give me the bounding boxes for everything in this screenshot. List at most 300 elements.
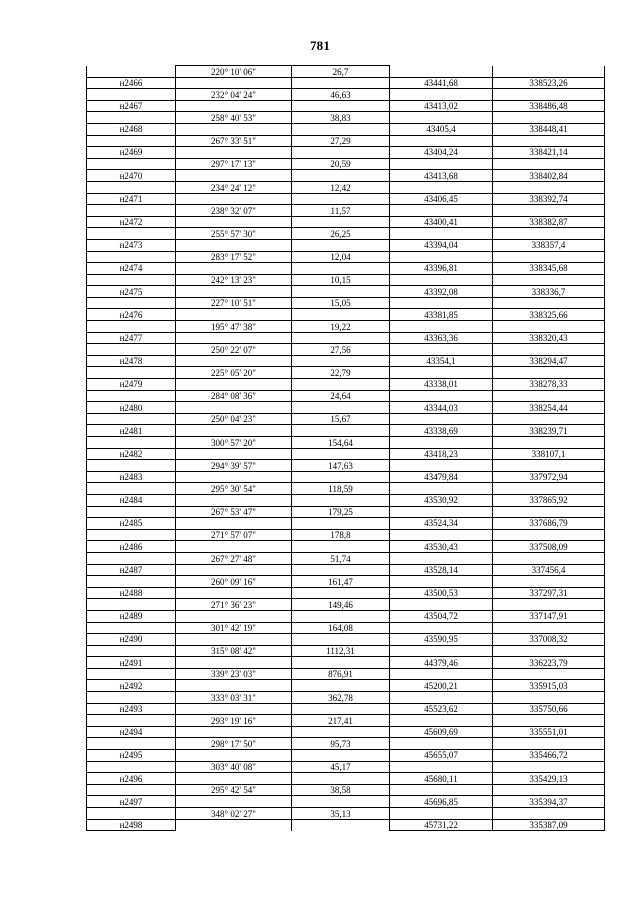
y-coordinate-cell: 338345,68 <box>493 263 605 275</box>
point-row <box>87 355 605 367</box>
empty-cell <box>292 796 390 808</box>
empty-cell <box>87 692 176 704</box>
empty-cell <box>390 668 493 680</box>
x-coordinate-cell: 43354,1 <box>390 355 493 367</box>
bearing-cell: 297° 17' 13" <box>176 158 292 170</box>
bearing-cell: 255° 57' 30" <box>176 228 292 240</box>
y-coordinate-cell: 335466,72 <box>493 750 605 762</box>
y-coordinate-cell: 338523,26 <box>493 77 605 89</box>
segment-row <box>87 228 605 240</box>
point-id-cell: н2467 <box>87 100 176 112</box>
point-row <box>87 147 605 159</box>
point-row <box>87 703 605 715</box>
page-number: 781 <box>309 38 331 53</box>
x-coordinate-cell: 43396,81 <box>390 263 493 275</box>
point-id-cell: н2488 <box>87 587 176 599</box>
empty-cell <box>292 286 390 298</box>
empty-cell <box>390 622 493 634</box>
bearing-cell: 271° 36' 23" <box>176 599 292 611</box>
empty-cell <box>176 610 292 622</box>
x-coordinate-cell: 43404,24 <box>390 147 493 159</box>
bearing-cell: 195° 47' 38" <box>176 321 292 333</box>
bearing-cell: 267° 53' 47" <box>176 506 292 518</box>
empty-cell <box>390 344 493 356</box>
empty-cell <box>390 552 493 564</box>
empty-cell <box>493 437 605 449</box>
empty-cell <box>292 657 390 669</box>
x-coordinate-cell: 43418,23 <box>390 448 493 460</box>
empty-cell <box>493 135 605 147</box>
empty-cell <box>176 750 292 762</box>
distance-cell: 179,25 <box>292 506 390 518</box>
y-coordinate-cell: 335551,01 <box>493 726 605 738</box>
x-coordinate-cell: 43530,92 <box>390 494 493 506</box>
x-coordinate-cell: 43413,02 <box>390 100 493 112</box>
y-coordinate-cell: 337008,32 <box>493 634 605 646</box>
point-id-cell: н2472 <box>87 216 176 228</box>
empty-cell <box>493 506 605 518</box>
empty-cell <box>176 379 292 391</box>
empty-cell <box>176 541 292 553</box>
x-coordinate-cell: 45200,21 <box>390 680 493 692</box>
point-row <box>87 471 605 483</box>
empty-cell <box>176 657 292 669</box>
distance-cell: 164,08 <box>292 622 390 634</box>
empty-cell <box>390 483 493 495</box>
empty-cell <box>176 564 292 576</box>
point-id-cell: н2486 <box>87 541 176 553</box>
empty-cell <box>176 332 292 344</box>
empty-cell <box>87 738 176 750</box>
bearing-cell: 333° 03' 31" <box>176 692 292 704</box>
empty-cell <box>176 170 292 182</box>
x-coordinate-cell: 45696,85 <box>390 796 493 808</box>
y-coordinate-cell: 337972,94 <box>493 471 605 483</box>
bearing-cell: 294° 39' 57" <box>176 460 292 472</box>
point-row <box>87 286 605 298</box>
empty-cell <box>87 645 176 657</box>
segment-row <box>87 321 605 333</box>
segment-row <box>87 506 605 518</box>
empty-cell <box>493 228 605 240</box>
empty-cell <box>292 216 390 228</box>
distance-cell: 26,25 <box>292 228 390 240</box>
segment-row <box>87 483 605 495</box>
empty-cell <box>176 77 292 89</box>
bearing-cell: 238° 32' 07" <box>176 205 292 217</box>
distance-cell: 12,42 <box>292 181 390 193</box>
empty-cell <box>292 680 390 692</box>
empty-cell <box>87 576 176 588</box>
segment-row <box>87 274 605 286</box>
point-id-cell: н2496 <box>87 773 176 785</box>
bearing-cell: 267° 33' 51" <box>176 135 292 147</box>
point-row <box>87 309 605 321</box>
y-coordinate-cell: 335915,03 <box>493 680 605 692</box>
empty-cell <box>87 274 176 286</box>
empty-cell <box>176 216 292 228</box>
empty-cell <box>292 379 390 391</box>
point-row <box>87 819 605 831</box>
empty-cell <box>493 483 605 495</box>
distance-cell: 149,46 <box>292 599 390 611</box>
empty-cell <box>292 726 390 738</box>
distance-cell: 27,56 <box>292 344 390 356</box>
distance-cell: 35,13 <box>292 808 390 820</box>
segment-row <box>87 622 605 634</box>
empty-cell <box>390 599 493 611</box>
segment-row <box>87 576 605 588</box>
bearing-cell: 293° 19' 16" <box>176 715 292 727</box>
bearing-cell: 242° 13' 23" <box>176 274 292 286</box>
empty-cell <box>493 89 605 101</box>
empty-cell <box>176 494 292 506</box>
empty-cell <box>390 715 493 727</box>
point-id-cell: н2489 <box>87 610 176 622</box>
point-row <box>87 494 605 506</box>
segment-row <box>87 761 605 773</box>
distance-cell: 46,63 <box>292 89 390 101</box>
point-row <box>87 402 605 414</box>
segment-row <box>87 668 605 680</box>
empty-cell <box>292 309 390 321</box>
segment-row <box>87 738 605 750</box>
empty-cell <box>390 808 493 820</box>
y-coordinate-cell: 338294,47 <box>493 355 605 367</box>
point-id-cell: н2475 <box>87 286 176 298</box>
bearing-cell: 301° 42' 19" <box>176 622 292 634</box>
x-coordinate-cell: 45680,11 <box>390 773 493 785</box>
empty-cell <box>390 738 493 750</box>
empty-cell <box>390 390 493 402</box>
distance-cell: 10,15 <box>292 274 390 286</box>
point-row <box>87 448 605 460</box>
y-coordinate-cell: 335387,09 <box>493 819 605 831</box>
empty-cell <box>292 402 390 414</box>
empty-cell <box>390 460 493 472</box>
empty-cell <box>176 773 292 785</box>
empty-cell <box>493 181 605 193</box>
point-id-cell: н2473 <box>87 239 176 251</box>
x-coordinate-cell: 43479,84 <box>390 471 493 483</box>
empty-cell <box>87 413 176 425</box>
point-id-cell: н2482 <box>87 448 176 460</box>
empty-cell <box>176 355 292 367</box>
empty-cell <box>292 471 390 483</box>
empty-cell <box>176 123 292 135</box>
distance-cell: 45,17 <box>292 761 390 773</box>
empty-cell <box>176 634 292 646</box>
segment-row <box>87 135 605 147</box>
empty-cell <box>390 367 493 379</box>
x-coordinate-cell: 43413,68 <box>390 170 493 182</box>
point-row <box>87 541 605 553</box>
empty-cell <box>87 808 176 820</box>
empty-cell <box>493 808 605 820</box>
empty-cell <box>292 634 390 646</box>
point-id-cell: н2477 <box>87 332 176 344</box>
empty-cell <box>493 205 605 217</box>
point-row <box>87 77 605 89</box>
empty-cell <box>493 367 605 379</box>
segment-row <box>87 599 605 611</box>
bearing-cell: 300° 57' 20" <box>176 437 292 449</box>
distance-cell: 161,47 <box>292 576 390 588</box>
empty-cell <box>176 263 292 275</box>
point-id-cell: н2487 <box>87 564 176 576</box>
empty-cell <box>87 599 176 611</box>
y-coordinate-cell: 336223,79 <box>493 657 605 669</box>
bearing-cell: 227° 10' 51" <box>176 297 292 309</box>
empty-cell <box>390 181 493 193</box>
empty-cell <box>390 506 493 518</box>
empty-cell <box>390 89 493 101</box>
point-id-cell: н2491 <box>87 657 176 669</box>
distance-cell: 38,58 <box>292 784 390 796</box>
empty-cell <box>87 483 176 495</box>
distance-cell: 11,57 <box>292 205 390 217</box>
x-coordinate-cell: 43400,41 <box>390 216 493 228</box>
bearing-cell: 295° 42' 54" <box>176 784 292 796</box>
empty-cell <box>292 355 390 367</box>
point-row <box>87 750 605 762</box>
empty-cell <box>390 529 493 541</box>
y-coordinate-cell: 335429,13 <box>493 773 605 785</box>
segment-row <box>87 158 605 170</box>
y-coordinate-cell: 338254,44 <box>493 402 605 414</box>
bearing-cell: 315° 08' 42" <box>176 645 292 657</box>
segment-row <box>87 89 605 101</box>
empty-cell <box>292 448 390 460</box>
empty-cell <box>493 297 605 309</box>
y-coordinate-cell: 338448,41 <box>493 123 605 135</box>
x-coordinate-cell: 44379,46 <box>390 657 493 669</box>
bearing-cell: 267° 27' 48" <box>176 552 292 564</box>
segment-row <box>87 344 605 356</box>
empty-cell <box>176 448 292 460</box>
point-id-cell: н2479 <box>87 379 176 391</box>
empty-cell <box>87 181 176 193</box>
empty-cell <box>390 205 493 217</box>
x-coordinate-cell: 43338,01 <box>390 379 493 391</box>
empty-cell <box>176 147 292 159</box>
segment-row <box>87 715 605 727</box>
empty-cell <box>390 66 493 78</box>
point-row <box>87 170 605 182</box>
empty-cell <box>87 135 176 147</box>
y-coordinate-cell: 338392,74 <box>493 193 605 205</box>
point-row <box>87 657 605 669</box>
empty-cell <box>87 297 176 309</box>
empty-cell <box>87 529 176 541</box>
point-id-cell: н2471 <box>87 193 176 205</box>
point-id-cell: н2497 <box>87 796 176 808</box>
segment-row <box>87 66 605 78</box>
empty-cell <box>493 552 605 564</box>
empty-cell <box>493 668 605 680</box>
y-coordinate-cell: 337508,09 <box>493 541 605 553</box>
empty-cell <box>390 228 493 240</box>
bearing-cell: 232° 04' 24" <box>176 89 292 101</box>
empty-cell <box>493 761 605 773</box>
point-row <box>87 100 605 112</box>
bearing-cell: 284° 08' 36" <box>176 390 292 402</box>
x-coordinate-cell: 45655,07 <box>390 750 493 762</box>
y-coordinate-cell: 337147,91 <box>493 610 605 622</box>
empty-cell <box>176 402 292 414</box>
empty-cell <box>390 297 493 309</box>
point-row <box>87 587 605 599</box>
empty-cell <box>493 390 605 402</box>
point-row <box>87 564 605 576</box>
point-row <box>87 726 605 738</box>
empty-cell <box>292 494 390 506</box>
segment-row <box>87 529 605 541</box>
point-row <box>87 379 605 391</box>
empty-cell <box>87 622 176 634</box>
distance-cell: 217,41 <box>292 715 390 727</box>
segment-row <box>87 390 605 402</box>
distance-cell: 876,91 <box>292 668 390 680</box>
empty-cell <box>87 112 176 124</box>
point-row <box>87 634 605 646</box>
empty-cell <box>87 390 176 402</box>
segment-row <box>87 437 605 449</box>
bearing-cell: 298° 17' 50" <box>176 738 292 750</box>
point-id-cell: н2474 <box>87 263 176 275</box>
x-coordinate-cell: 43441,68 <box>390 77 493 89</box>
bearing-cell: 250° 22' 07" <box>176 344 292 356</box>
y-coordinate-cell: 338357,4 <box>493 239 605 251</box>
bearing-cell: 283° 17' 52" <box>176 251 292 263</box>
point-id-cell: н2481 <box>87 425 176 437</box>
empty-cell <box>390 413 493 425</box>
point-row <box>87 773 605 785</box>
point-id-cell: н2469 <box>87 147 176 159</box>
distance-cell: 19,22 <box>292 321 390 333</box>
segment-row <box>87 205 605 217</box>
segment-row <box>87 808 605 820</box>
point-row <box>87 239 605 251</box>
point-row <box>87 332 605 344</box>
distance-cell: 154,64 <box>292 437 390 449</box>
empty-cell <box>87 715 176 727</box>
distance-cell: 12,04 <box>292 251 390 263</box>
empty-cell <box>292 100 390 112</box>
point-row <box>87 680 605 692</box>
y-coordinate-cell: 338421,14 <box>493 147 605 159</box>
empty-cell <box>292 750 390 762</box>
y-coordinate-cell: 335750,66 <box>493 703 605 715</box>
y-coordinate-cell: 337297,31 <box>493 587 605 599</box>
empty-cell <box>292 77 390 89</box>
x-coordinate-cell: 43405,4 <box>390 123 493 135</box>
point-id-cell: н2483 <box>87 471 176 483</box>
empty-cell <box>493 460 605 472</box>
empty-cell <box>292 425 390 437</box>
empty-cell <box>292 147 390 159</box>
point-row <box>87 193 605 205</box>
segment-row <box>87 112 605 124</box>
y-coordinate-cell: 338239,71 <box>493 425 605 437</box>
bearing-cell: 339° 23' 03" <box>176 668 292 680</box>
empty-cell <box>292 819 390 831</box>
bearing-cell: 348° 02' 27" <box>176 808 292 820</box>
x-coordinate-cell: 43344,03 <box>390 402 493 414</box>
empty-cell <box>176 239 292 251</box>
empty-cell <box>176 471 292 483</box>
empty-cell <box>493 158 605 170</box>
empty-cell <box>176 286 292 298</box>
distance-cell: 147,63 <box>292 460 390 472</box>
point-id-cell: н2498 <box>87 819 176 831</box>
empty-cell <box>493 576 605 588</box>
x-coordinate-cell: 43528,14 <box>390 564 493 576</box>
empty-cell <box>390 158 493 170</box>
point-id-cell: н2485 <box>87 518 176 530</box>
empty-cell <box>292 610 390 622</box>
empty-cell <box>292 587 390 599</box>
y-coordinate-cell: 338382,87 <box>493 216 605 228</box>
empty-cell <box>493 344 605 356</box>
empty-cell <box>390 251 493 263</box>
empty-cell <box>87 506 176 518</box>
empty-cell <box>176 309 292 321</box>
y-coordinate-cell: 335394,37 <box>493 796 605 808</box>
empty-cell <box>87 228 176 240</box>
distance-cell: 362,78 <box>292 692 390 704</box>
x-coordinate-cell: 43363,36 <box>390 332 493 344</box>
empty-cell <box>176 587 292 599</box>
empty-cell <box>87 761 176 773</box>
segment-row <box>87 552 605 564</box>
distance-cell: 1112,31 <box>292 645 390 657</box>
empty-cell <box>493 251 605 263</box>
empty-cell <box>390 112 493 124</box>
empty-cell <box>292 263 390 275</box>
empty-cell <box>292 123 390 135</box>
empty-cell <box>493 66 605 78</box>
empty-cell <box>493 112 605 124</box>
distance-cell: 38,83 <box>292 112 390 124</box>
x-coordinate-cell: 45609,69 <box>390 726 493 738</box>
coordinates-table <box>86 65 605 831</box>
segment-row <box>87 297 605 309</box>
point-id-cell: н2476 <box>87 309 176 321</box>
empty-cell <box>390 761 493 773</box>
segment-row <box>87 181 605 193</box>
point-id-cell: н2484 <box>87 494 176 506</box>
y-coordinate-cell: 337456,4 <box>493 564 605 576</box>
empty-cell <box>390 576 493 588</box>
empty-cell <box>390 692 493 704</box>
empty-cell <box>390 274 493 286</box>
empty-cell <box>292 239 390 251</box>
bearing-cell: 295° 30' 54" <box>176 483 292 495</box>
point-row <box>87 610 605 622</box>
distance-cell: 15,67 <box>292 413 390 425</box>
distance-cell: 95,73 <box>292 738 390 750</box>
distance-cell: 27,29 <box>292 135 390 147</box>
distance-cell: 51,74 <box>292 552 390 564</box>
bearing-cell: 225° 05' 20" <box>176 367 292 379</box>
empty-cell <box>176 518 292 530</box>
empty-cell <box>87 668 176 680</box>
empty-cell <box>292 518 390 530</box>
x-coordinate-cell: 43394,04 <box>390 239 493 251</box>
point-id-cell: н2492 <box>87 680 176 692</box>
empty-cell <box>493 529 605 541</box>
